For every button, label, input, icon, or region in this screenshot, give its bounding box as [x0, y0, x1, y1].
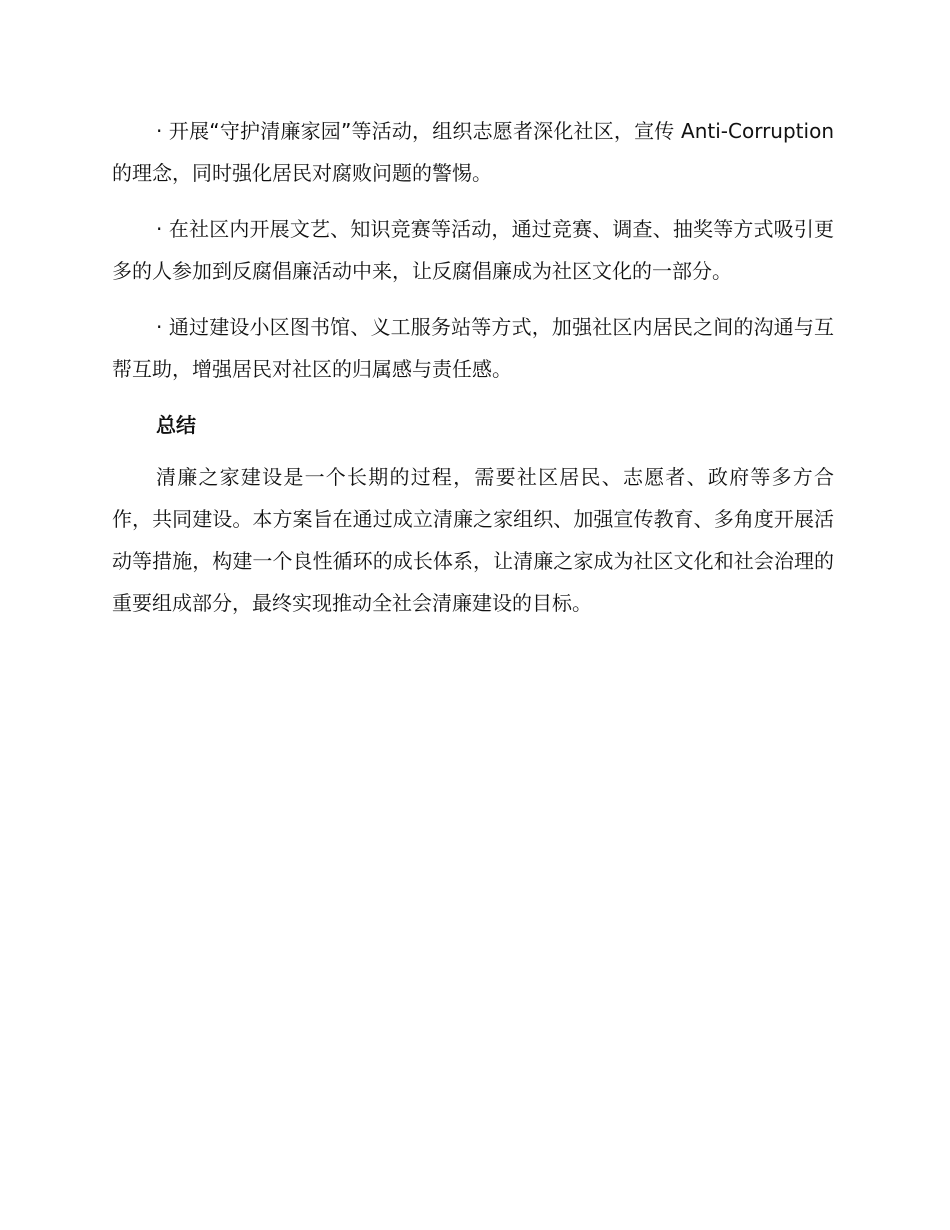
bullet-paragraph-community-services: · 通过建设小区图书馆、义工服务站等方式，加强社区内居民之间的沟通与互帮互助，增强居民对社区的归属感与责任感。 [112, 315, 834, 381]
summary-paragraph: 清廉之家建设是一个长期的过程，需要社区居民、志愿者、政府等多方合作，共同建设。本方案旨在通过成立清廉之家组织、加强宣传教育、多角度开展活动等措施，构建一个良性循环的成长体系，让清廉之家成为社区文化和社会治理的重要组成部分，最终实现推动全社会清廉建设的目标。 [112, 465, 834, 615]
bullet-paragraph-activities: · 开展“守护清廉家园”等活动，组织志愿者深化社区，宣传 Anti-Corruption 的理念，同时强化居民对腐败问题的警惕。 [112, 119, 834, 185]
summary-heading: 总结 [156, 413, 196, 437]
document-body [112, 110, 834, 638]
bullet-paragraph-competitions: · 在社区内开展文艺、知识竞赛等活动，通过竞赛、调查、抽奖等方式吸引更多的人参加到反腐倡廉活动中来，让反腐倡廉成为社区文化的一部分。 [112, 217, 834, 283]
